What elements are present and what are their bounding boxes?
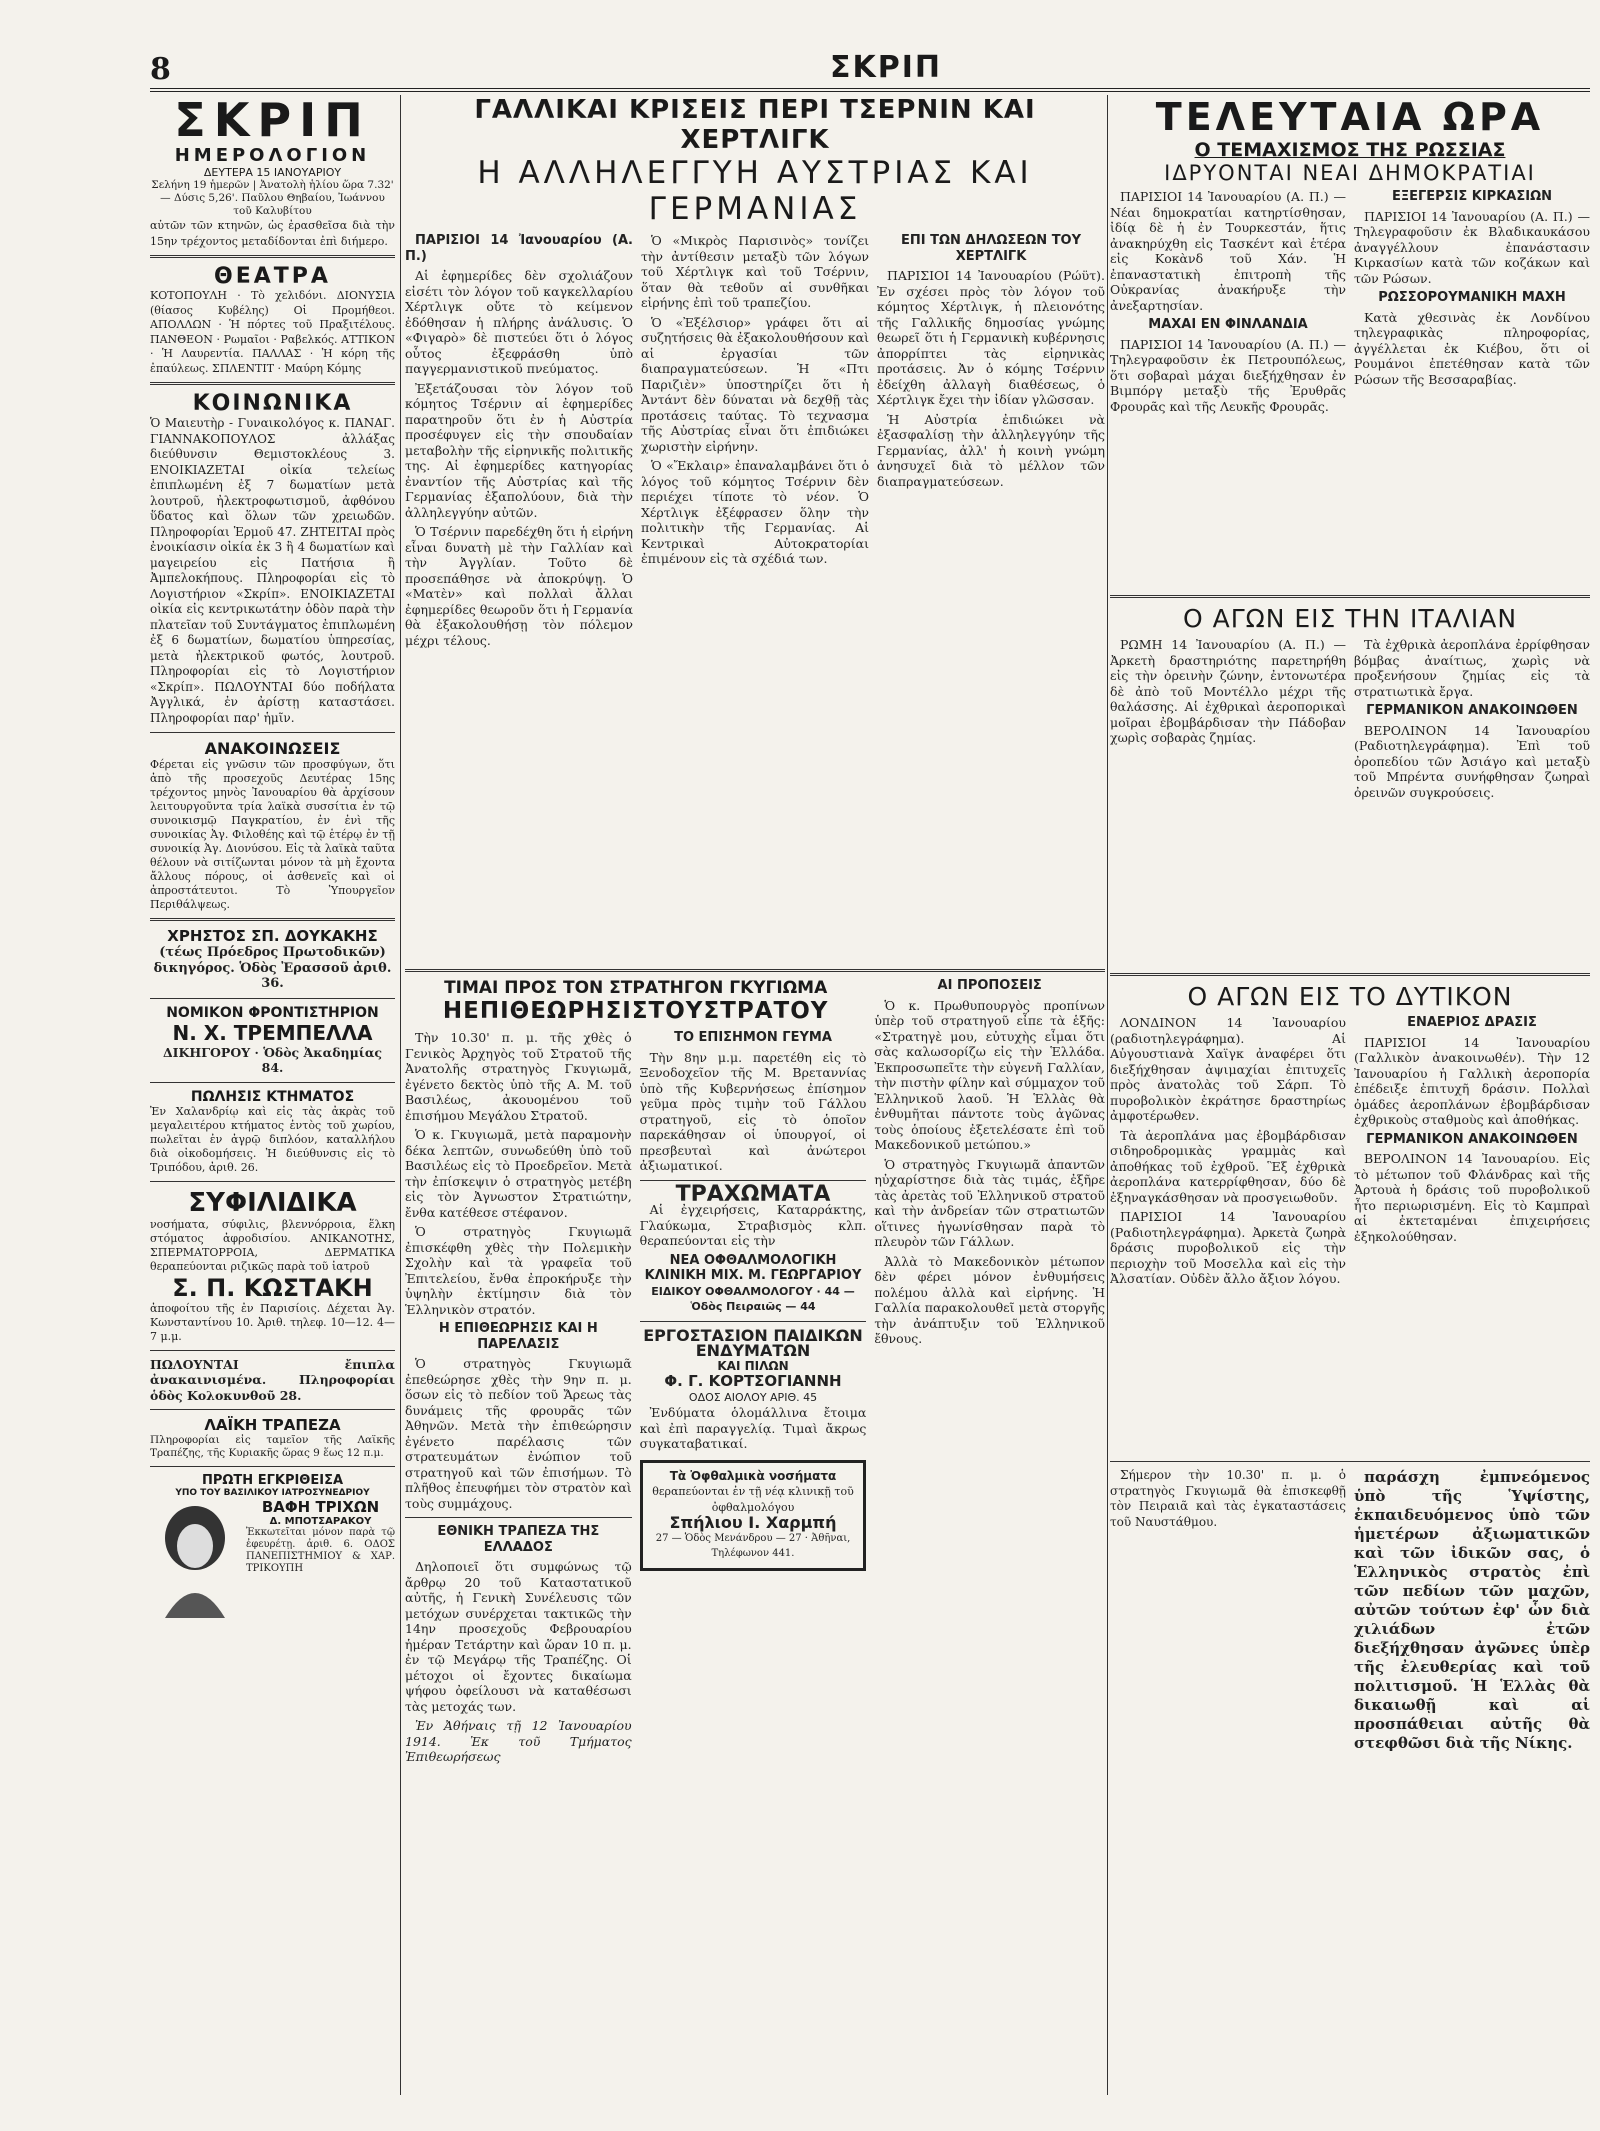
ad-dye-title: ΠΡΩΤΗ ΕΓΚΡΙΘΕΙΣΑ [201,1473,344,1488]
divider [150,1082,395,1083]
theatre-title: ΘΕΑΤΡΑ [214,264,331,289]
divider [405,1517,632,1518]
divider [150,918,395,921]
article-paragraph: Ὁ στρατηγὸς Γκυγιωμᾶ ἐπισκέφθη χθὲς τὴν Πολεμικὴν Σχολὴν καὶ τὰ γραφεῖα τοῦ Ἐπιτελείου, ἔνθα ἐπροκήρυξε τὴν ὑψηλὴν ἐκτίμησιν διὰ τὸν Ἑλληνικὸν στρατόν. [405,1224,632,1317]
divider [150,1466,395,1467]
ad-bank-name: ΛΑΪΚΗ ΤΡΑΠΕΖΑ [204,1416,341,1434]
article2-subheadline: ΗΕΠΙΘΕΩΡΗΣΙΣΤΟΥΣΤΡΑΤΟΥ [442,998,829,1024]
ad-dye-body [150,1498,395,1618]
russia-subheadline2: ΙΔΡΥΟΝΤΑΙ ΝΕΑΙ ΔΗΜΟΚΡΑΤΙΑΙ [1164,161,1536,185]
article-paragraph: ΠΑΡΙΣΙΟΙ 14 Ἰανουαρίου (Ρώϋτ). Ἐν σχέσει πρὸς τὸν λόγον τοῦ κόμητος Χέρτλιγκ, ἡ πλειονότης τῆς Γαλλικῆς δημοσίας γνώμης θεωρεῖ ὅτι ἡ Γερμανικὴ κυβέρνησις ἀπορρίπτει τὰς εἰρηνικὰς προτάσεις. Ἀν ὁ κόμης Τσέρνιν ἐδείχθη ἀλλαγὴ διαθέσεως, ὁ Χέρτλιγκ ἔχει τὴν ἰδίαν γλῶσσαν. [877,268,1105,407]
ad-furniture: ΠΩΛΟΥΝΤΑΙ ἔπιπλα ἀνακαινισμένα. Πληροφορίαι ὁδὸς Κολοκυνθοῦ 28. [150,1356,395,1403]
article-paragraph: ΡΩΜΗ 14 Ἰανουαρίου (Α. Π.) — Ἀρκετὴ δραστηριότης παρετηρήθη εἰς τὴν ὀρεινὴν ζώνην, ἐντονωτέρα δὲ ἀπὸ τοῦ Μοντέλλο μέχρι τῆς θαλάσσης. Αἱ ἐχθρικαὶ ἀεροπορικαὶ μοῖραι ἐβομβάρδισαν τὴν Πάδοβαν χωρὶς σοβαρὰς ζημίας. [1110,637,1346,745]
page-number: 8 [150,52,171,87]
ad-dye-sub: ΥΠΟ ΤΟΥ ΒΑΣΙΛΙΚΟΥ ΙΑΤΡΟΣΥΝΕΔΡΙΟΥ [175,1488,370,1498]
ad-dye-text: Ἐκκωτεῖται μόνον παρὰ τῷ ἐφευρέτῃ. ἀριθ. 6. ΟΔΟΣ ΠΑΝΕΠΙΣΤΗΜΙΟΥ & ΧΑΡ. ΤΡΙΚΟΥΠΗ [246,1527,395,1574]
article-paragraph: ΠΑΡΙΣΙΟΙ 14 Ἰανουαρίου (Ραδιοτηλεγράφημα). Ἀρκετὰ ζωηρὰ δράσις πυροβολικοῦ εἰς τὴν περιοχὴν τοῦ Μοσελλα καὶ εἰς τὴν Ἀλσατίαν. Οὐδὲν ἄλλο ἄξιον λόγου. [1110,1209,1346,1286]
article-paragraph: ΒΕΡΟΛΙΝΟΝ 14 Ἰανουαρίου (Ραδιοτηλεγράφημα). Ἐπὶ τοῦ ὀροπεδίου τῶν Ἀσιάγο καὶ μεταξὺ τοῦ Μπρέντα συνήφθησαν ζωηραὶ ὀρεινῶν συγκρούσεις. [1354,722,1590,800]
article-paragraph: Ἀλλὰ τὸ Μακεδονικὸν μέτωπον δὲν φέρει μόνον ἐνθυμήσεις πολέμου ἀλλὰ καὶ εἰρήνης. Ἡ Γαλλία παρακολουθεῖ μετὰ στοργῆς τὴν ἀνάπτυξιν τοῦ Ἑλληνικοῦ ἔθνους. [874,1253,1105,1346]
article-paragraph: Τὰ ἐχθρικὰ ἀεροπλάνα ἐρρίφθησαν βόμβας ἀναίτιως, χωρὶς νὰ προξενήσουν ζημίας εἰς τὰ στρατιωτικὰ ἔργα. [1354,637,1590,699]
article-paragraph: Σήμερον τὴν 10.30' π. μ. ὁ στρατηγὸς Γκυγιωμᾶ θὰ ἐπισκεφθῇ τὸν Πειραιᾶ καὶ τὰς ἐγκαταστάσεις τοῦ Ναυστάθμου. [1110,1468,1346,1529]
italy-headline: Ο ΑΓΩΝ ΕΙΣ ΤΗΝ ΙΤΑΛΙΑΝ [1182,604,1518,633]
article-paragraph: Ἡ Αὐστρία ἐπιδιώκει νὰ ἐξασφαλίσῃ τὴν ἀλληλεγγύην τῆς Γερμανίας, ἀλλ' ἡ κοινὴ γνώμη ἀνησυχεῖ διὰ τὸ μέλλον τῶν διαπραγματεύσεων. [877,411,1105,489]
article-subhead: ΡΩΣΣΟΡΟΥΜΑΝΙΚΗ ΜΑΧΗ [1378,290,1566,305]
last-hour-headline: ΤΕΛΕΥΤΑΙΑ ΩΡΑ [1155,95,1545,139]
article2-headline: ΤΙΜΑΙ ΠΡΟΣ ΤΟΝ ΣΤΡΑΤΗΓΟΝ ΓΚΥΓΙΩΜΑ [444,978,828,998]
article-paragraph: Ὁ στρατηγὸς Γκυγιωμᾶ ἐπεθεώρησε χθὲς τὴν 9ην π. μ. ὅσων εἰς τὸ πεδίον τοῦ Ἄρεως τὰς δυνάμεις τῆς φρουρᾶς τῶν Ἀθηνῶν. Μετὰ τὴν ἐπιθεώρησιν ἐγένετο παρέλασις τῶν στρατευμάτων ἐνώπιον τοῦ στρατηγοῦ καὶ τῶν ἐπισήμων. Τὸ πλῆθος ἐπευφήμει τὸν στρατὸν καὶ τοὺς συμμάχους. [405,1356,632,1511]
russia-subheadline: Ο ΤΕΜΑΧΙΣΜΟΣ ΤΗΣ ΡΩΣΣΙΑΣ [1194,139,1506,161]
ad-eye-name: Σπήλιου Ι. Χαρμπή [669,1513,837,1532]
divider [150,1181,395,1182]
ad-law-text: ΔΙΚΗΓΟΡΟΥ · Ὁδὸς Ἀκαδημίας 84. [162,1044,383,1075]
article-paragraph: Ὁ κ. Πρωθυπουργὸς προπίνων ὑπὲρ τοῦ στρατηγοῦ εἶπε τὰ ἑξῆς: «Στρατηγὲ μου, εὐτυχὴς εἶμαι ὅτι σὰς καλωσορίζω εἰς τὴν Ἑλλάδα. Ἐκπροσωπεῖτε τὴν εὐγενῆ Γαλλίαν, τὴν πιστὴν φίλην καὶ σύμμαχον τοῦ Ἑλληνικοῦ λαοῦ. Ἡ Ἑλλὰς θὰ ἐνθυμῆται πάντοτε τοὺς ἀγῶνας τοὺς ὁποίους ἐξετελέσατε ἐπὶ τοῦ Μακεδονικοῦ μετώπου.» [874,997,1105,1152]
ad-law-sub: Ν. Χ. ΤΡΕΜΠΕΛΛΑ [172,1020,373,1045]
ad-factory-sub: ΚΑΙ ΠΙΛΩΝ [717,1358,789,1373]
article-paragraph: ΒΕΡΟΛΙΝΟΝ 14 Ἰανουαρίου. Εἰς τὸ μέτωπον τοῦ Φλάνδρας καὶ τῆς Ἀρτουὰ ἡ δράσις τοῦ πυροβολικοῦ ἦτο περιωρισμένη. Εἰς τὸ Καμπραὶ αἱ ἐκτεταμέναι ἐπιχειρήσεις ἐξηκολούθησαν. [1354,1151,1590,1244]
bank-notice-sign: Ἐν Ἀθήναις τῇ 12 Ἰανουαρίου 1914. Ἐκ τοῦ Τμήματος Ἐπιθεωρήσεως [405,1718,632,1764]
ad-syph-text: νοσήματα, σύφιλις, βλεννόρροια, ἕλκη στόματος ἀφροδισίου. ΑΝΙΚΑΝΟΤΗΣ, ΣΠΕΡΜΑΤΟΡΡΟΙΑ, ΔΕΡΜΑΤΙΚΑ θεραπεύονται ριζικῶς παρὰ τοῦ ἰατροῦ [150,1217,395,1273]
divider [150,1350,395,1351]
ad-eye-text: θεραπεύονται ἐν τῇ νέᾳ κλινικῇ τοῦ ὀφθαλμολόγου [652,1485,854,1514]
center-column [405,95,1105,2085]
divider [1110,595,1590,598]
social-text: Ὁ Μαιευτὴρ - Γυναικολόγος κ. ΠΑΝΑΓ. ΓΙΑΝΝΑΚΟΠΟΥΛΟΣ ἀλλάξας διεύθυνσιν Θεμιστοκλέους 3. ΕΝΟΙΚΙΑΖΕΤΑΙ οἰκία τελείως ἐπιπλωμένη ἐξ 7 δωματίων μετὰ λουτροῦ, ἠλεκτροφωτισμοῦ, ἀφθόνου ὕδατος καὶ ὅλων τῶν χρειωδῶν. Πληροφορίαι Ἑρμοῦ 47. ΖΗΤΕΙΤΑΙ πρὸς ἐνοικίασιν οἰκία ἐκ 3 ἢ 4 δωματίων καὶ μαγειρείου εἰς Πατήσια ἢ Ἀμπελοκήπους. Πληροφορίαι εἰς τὸ Λογιστήριον «Σκρίπ». ΕΝΟΙΚΙΑΖΕΤΑΙ οἰκία εἰς κεντρικωτάτην ὁδὸν παρὰ τὴν πλατεῖαν τοῦ Συντάγματος ἐπιπλωμένη ἐξ 6 δωματίων, δωματίου ὑπηρεσίας, μετὰ ἠλεκτρικοῦ φωτός, λουτροῦ. Πληροφορίαι εἰς τὸ Λογιστήριον «Σκρίπ». ΠΩΛΟΥΝΤΑΙ δύο ποδήλατα Ἀγγλικά, ἐν ἀρίστῃ καταστάσει. Πληροφορίαι παρ' ἡμῖν. [150,416,395,725]
left-column [150,95,395,2085]
speech-text: παράσχη ἐμπνεόμενος ὑπὸ τῆς Ὑψίστης, ἐκπαιδευόμενος ὑπὸ τῶν ἡμετέρων ἀξιωματικῶν καὶ τῶν ἰδικῶν σας, ὁ Ἑλληνικὸς στρατὸς ἐπὶ τῶν πεδίων τῶν μαχῶν, αὐτῶν τούτων ἐφ' ὧν διὰ χιλιάδων ἐτῶν διεξήχθησαν ἀγῶνες ὑπὲρ τῆς ἐλευθερίας καὶ τοῦ πολιτισμοῦ. Ἡ Ἑλλὰς θὰ δικαιωθῇ καὶ αἱ προσπάθειαι αὐτῆς θὰ στεφθῶσι διὰ τῆς Νίκης. [1354,1468,1590,1752]
russia-article [1110,189,1590,589]
ad-factory-title: ΕΡΓΟΣΤΑΣΙΟΝ ΠΑΙΔΙΚΩΝ ΕΝΔΥΜΑΤΩΝ [643,1325,863,1360]
article-subhead: ΓΕΡΜΑΝΙΚΟΝ ΑΝΑΚΟΙΝΩΘΕΝ [1366,1131,1578,1147]
article-paragraph: Τὴν 8ην μ.μ. παρετέθη εἰς τὸ Ξενοδοχεῖον τῆς Μ. Βρεταννίας ὑπὸ τῆς Κυβερνήσεως ἐπίσημον γεῦμα πρὸς τιμὴν τοῦ Γάλλου στρατηγοῦ, εἰς τὸ ὁποῖον παρεκάθησαν οἱ ὑπουργοί, οἱ πρεσβευταὶ καὶ ἀνώτεροι ἀξιωματικοί. [639,1049,867,1173]
article-paragraph: ΠΑΡΙΣΙΟΙ 14 Ἰανουαρίου (Γαλλικὸν ἀνακοινωθέν). Τὴν 12 Ἰανουαρίου ἡ Γαλλικὴ ἀεροπορία ἐπέδειξε ἐπιτυχῆ δράσιν. Πολλαὶ ὀμάδες ἀεροπλάνων ἐβομβάρδισαν ἐχθρικοὺς σταθμοὺς καὶ ἀποθήκας. [1354,1034,1590,1127]
ad-doukakis-name: ΧΡΗΣΤΟΣ ΣΠ. ΔΟΥΚΑΚΗΣ [167,927,378,945]
article-paragraph: Ὁ κ. Γκυγιωμᾶ, μετὰ παραμονὴν δέκα λεπτῶν, συνωδεύθη ὑπὸ τοῦ Βασιλέως εἰς τὸ Προεδρεῖον. Μετὰ τὴν ἐπίσκεψιν ὁ στρατηγὸς μετέβη εἰς τὸν Ἀγνωστον Στρατιώτην, ἔνθα κατέθεσε στέφανον. [405,1127,632,1220]
main-article [405,233,1105,963]
bank-notice-text: Δηλοποιεῖ ὅτι συμφώνως τῷ ἄρθρῳ 20 τοῦ Καταστατικοῦ αὐτῆς, ἡ Γενικὴ Συνέλευσις τῶν μετόχων συνέρχεται τακτικῶς τὴν 14ην προσεχοῦς Φεβρουαρίου ἡμέραν Τετάρτην καὶ ὥραν 10 π. μ. ἐν τῷ Μεγάρῳ τῆς Τραπέζης. Οἱ μέτοχοι οἱ ἔχοντες δικαίωμα ψήφου ὀφείλουσι νὰ καταθέσωσι τὰς μετοχάς των. [405,1559,632,1714]
speech-block [1110,1468,1590,1757]
article-subhead: ΕΞΕΓΕΡΣΙΣ ΚΙΡΚΑΣΙΩΝ [1391,189,1552,204]
masthead-title: ΣΚΡΙΠ [830,50,942,85]
main-subheadline: Η ΑΛΛΗΛΕΓΓΥΗ ΑΥΣΤΡΙΑΣ ΚΑΙ ΓΕΡΜΑΝΙΑΣ [477,155,1033,227]
article-paragraph: Τὰ ἀεροπλάνα μας ἐβομβάρδισαν σιδηροδρομικὰς γραμμὰς καὶ ἀποθήκας τοῦ ἐχθροῦ. Ἓξ ἐχθρικὰ ἀεροπλάνα κατερρίφθησαν, δύο δὲ ἐξηναγκάσθησαν νὰ προσγειωθοῦν. [1110,1127,1346,1205]
social-title: ΚΟΙΝΩΝΙΚΑ [192,391,353,416]
ad-factory-text: Ἐνδύματα ὁλομάλλινα ἔτοιμα καὶ ἐπὶ παραγγελίᾳ. Τιμαὶ ἄκρως συγκαταβατικαί. [639,1405,867,1451]
ad-syph-name: ΣΥΦΙΛΙΔΙΚΑ [188,1187,357,1218]
ad-factory-name: Φ. Γ. ΚΟΡΤΣΟΓΙΑΝΝΗ [664,1372,842,1390]
article-subhead: ΕΠΙ ΤΩΝ ΔΗΛΩΣΕΩΝ ΤΟΥ ΧΕΡΤΛΙΓΚ [900,233,1082,264]
italy-article [1110,637,1590,967]
ad-eye-title: Τὰ Ὀφθαλμικὰ νοσήματα [669,1468,837,1483]
ad-bank-text: Πληροφορίαι εἰς ταμεῖον τῆς Λαϊκῆς Τραπέζης, τῆς Κυριακῆς ὥρας 9 ἕως 12 π.μ. [150,1434,395,1459]
article-paragraph: ΠΑΡΙΣΙΟΙ 14 Ἰανουαρίου (Α. Π.) — Τηλεγραφοῦσιν ἐκ Βλαδικαυκάσου ἀναγγέλλουν ἐπανάστασιν Κιρκασίων κατὰ τῶν κοζάκων καὶ τῶν Ρώσων. [1354,208,1590,286]
article-subhead: ΜΑΧΑΙ ΕΝ ΦΙΝΛΑΝΔΙΑ [1148,317,1308,332]
divider [150,732,395,733]
dateline: ΠΑΡΙΣΙΟΙ 14 Ἰανουαρίου (Α. Π.) [405,233,633,264]
announce-title: ΑΝΑΚΟΙΝΩΣΕΙΣ [204,739,341,758]
ad-eye-addr: 27 — Ὁδὸς Μενάνδρου — 27 · Ἀθῆναι, Τηλέφωνον 441. [655,1532,851,1559]
right-column [1110,95,1590,2085]
article-paragraph: Ὁ Τσέρνιν παρεδέχθη ὅτι ἡ εἰρήνη εἶναι δυνατὴ μὲ τὴν Γαλλίαν καὶ τὴν Ἀγγλίαν. Τοῦτο δὲ προσεπάθησε νὰ ἀποκρύψῃ. Ὁ «Ματὲν» καὶ πολλαὶ ἄλλαι ἐφημερίδες θεωροῦν ὅτι ἡ Γερμανία θὰ ἐξακολουθήσῃ τὸν πόλεμον μέχρι τέλους. [405,524,633,648]
article-paragraph: Κατὰ χθεσινὰς ἐκ Λονδίνου τηλεγραφικὰς πληροφορίας, ἀγγέλλεται ἐκ Κιέβου, ὅτι οἱ Ρουμάνοι ἐπετέθησαν κατὰ τῶν Ρώσων τῆς Βεσσαραβίας. [1354,309,1590,387]
paper-title: ΣΚΡΙΠ [174,95,371,147]
article-subhead: ΤΟ ΕΠΙΣΗΜΟΝ ΓΕΥΜΑ [674,1030,832,1045]
article-subhead: Η ΕΠΙΘΕΩΡΗΣΙΣ ΚΑΙ Η ΠΑΡΕΛΑΣΙΣ [438,1321,598,1352]
masthead [150,50,1590,92]
article-paragraph: Τὴν 10.30' π. μ. τῆς χθὲς ὁ Γενικὸς Ἀρχηγὸς τοῦ Στρατοῦ τῆς Ἀνατολῆς στρατηγὸς Γκυγιωμᾶ, ἐγένετο δεκτὸς ὑπὸ τῆς Α. Μ. τοῦ Βασιλέως, ἀκουομένου τοῦ ἐπισήμου Μεγάλου Στρατοῦ. [405,1030,632,1123]
ad-trachoma-clinic: ΝΕΑ ΟΦΘΑΛΜΟΛΟΓΙΚΗ ΚΛΙΝΙΚΗ ΜΙΧ. Μ. ΓΕΩΡΓΑΡΙΟΥ [644,1252,862,1283]
divider [150,998,395,999]
almanac-text: αὐτῶν τῶν κτηνῶν, ὡς ἐρασθεῖσα διὰ τὴν 15ην τρέχοντος μεταδίδονται ἐπὶ διήμερο. [150,219,395,248]
ad-property-text: Ἐν Χαλανδρίῳ καὶ εἰς τὰς ἀκρὰς τοῦ μεγαλειτέρου κτήματος ἐντὸς τοῦ χωρίου, πωλεῖται ἐν ἀγρῷ διπλόον, καταλλήλου διὰ οἰκοδομήσεις. Ἡ διεύθυνσις εἰς τὸ Τριπόδου, ἀριθ. 26. [150,1104,395,1174]
divider [150,1409,395,1410]
divider [640,1321,867,1322]
ad-dye-name: ΒΑΦΗ ΤΡΙΧΩΝ [261,1498,380,1516]
article-paragraph: Ὁ «Ἐξέλσιορ» γράφει ὅτι αἱ συζητήσεις θὰ ἐξακολουθήσουν καὶ αἱ ἐργασίαι τῶν διαπραγματεύσεων. Ἡ «Πτι Παριζιὲν» ὑποστηρίζει ὅτι ἡ Ἀντάντ δὲν δύναται νὰ δεχθῇ τὰς προτάσεις ταύτας. Τὸ τεχνασμα τῆς Αὐστρίας εἶναι ὅτι ἐπιδιώκει χωριστὴν εἰρήνην. [641,314,869,454]
ad-trachoma-title: ΤΡΑΧΩΜΑΤΑ [675,1181,831,1207]
ad-trachoma-text: Αἱ ἐγχειρήσεις, Καταρράκτης, Γλαύκωμα, Στραβισμὸς κλπ. θεραπεύονται εἰς τὴν [639,1202,867,1248]
divider [640,1180,867,1181]
ad-doukakis-text: (τέως Πρόεδρος Πρωτοδικῶν) δικηγόρος. Ὁδὸς Ἐρασσοῦ ἀριθ. 36. [153,945,392,991]
article-subhead: ΑΙ ΠΡΟΠΟΣΕΙΣ [937,978,1042,993]
divider [1110,1461,1590,1462]
almanac: Σελήνη 19 ἡμερῶν | Ἀνατολὴ ἡλίου ὥρα 7.32' — Δύσις 5,26'. Παῦλου Θηβαίου, Ἰωάννου τοῦ Καλυβίτου [151,179,394,217]
section-title: ΗΜΕΡΟΛΟΓΙΟΝ [174,145,371,166]
article-paragraph: Αἱ ἐφημερίδες δὲν σχολιάζουν εἰσέτι τὸν λόγον τοῦ καγκελλαρίου Χέρτλιγκ οὔτε τὸ κείμενον ἐδόθησαν ἡ πλήρης ἀνάλυσις. Ὁ «Φιγαρὸ» δὲ πιστεύει ὅτι ὁ λόγος οὗτος ἐξεφράσθη ὑπὸ παγγερμανιστικοῦ πνεύματος. [405,268,633,376]
west-headline: Ο ΑΓΩΝ ΕΙΣ ΤΟ ΔΥΤΙΚΟΝ [1187,982,1513,1011]
woman-portrait-icon [150,1498,240,1618]
divider [150,255,395,258]
column-rule [1107,95,1108,2095]
article-subhead: ΕΝΑΕΡΙΟΣ ΔΡΑΣΙΣ [1407,1015,1537,1030]
ad-eye-box [640,1460,867,1571]
ad-property-name: ΠΩΛΗΣΙΣ ΚΤΗΜΑΤΟΣ [190,1088,355,1105]
article-paragraph: ΠΑΡΙΣΙΟΙ 14 Ἰανουαρίου (Α. Π.) — Νέαι δημοκρατίαι κατηρτίσθησαν, ἰδίᾳ δὲ ἡ ἐν Τουρκεστάν, ἥτις ἀνακηρύχθη εἰς Τασκέντ καὶ ἑτέρα εἰς Κοκὰνδ τοῦ Χάν. Ἡ ἐπαναστατικὴ ἐπιτροπὴ τῆς Οὐκρανίας ἀνακήρυξε τὴν ἀνεξαρτησίαν. [1110,189,1346,313]
ad-syph-doc-text: ἀποφοίτου τῆς ἐν Παρισίοις. Δέχεται Ἀγ. Κωνσταντίνου 10. Ἀριθ. τηλεφ. 10—12. 4—7 μ.μ. [150,1301,395,1343]
main-headline: ΓΑΛΛΙΚΑΙ ΚΡΙΣΕΙΣ ΠΕΡΙ ΤΣΕΡΝΙΝ ΚΑΙ ΧΕΡΤΛΙΓΚ [474,95,1036,155]
divider [405,969,1105,972]
theatre-text: ΚΟΤΟΠΟΥΛΗ · Τὸ χελιδόνι. ΔΙΟΝΥΣΙΑ (θίασος Κυβέλης) Οἱ Προμήθεοι. ΑΠΟΛΛΩΝ · Ἡ πόρτες τοῦ Πραξιτέλους. ΠΑΝΘΕΟΝ · Ρωμαῖοι · Ραβελκός. ΑΤΤΙΚΟΝ · Ἡ Λαυρεντία. ΠΑΛΛΑΣ · Ἡ κόρη τῆς ἐπαύλεως. ΣΠΛΕΝΤΙΤ · Μαύρη Κόμης [150,289,395,375]
divider [1110,973,1590,976]
article-paragraph: ΛΟΝΔΙΝΟΝ 14 Ἰανουαρίου (ραδιοτηλεγράφημα). Αἱ Αὐγουστιανὰ Χαϊγκ ἀναφέρει ὅτι διεξήχθησαν ἀψιμαχίαι ἐπιτυχεῖς πρὸς ἀνατολὰς τοῦ Σάρπ. Τὸ πυροβολικὸν ἐκράτησε δραστηρίως ἀμφοτέρωθεν. [1110,1015,1346,1123]
ad-syph-doctor: Σ. Π. ΚΩΣΤΑΚΗ [172,1273,373,1302]
article-paragraph: Ὁ «Ἔκλαιρ» ἐπαναλαμβάνει ὅτι ὁ λόγος τοῦ κόμητος Τσέρνιν δὲν περιέχει τίποτε τὸ νέον. Ὁ Χέρτλιγκ ἐξέφρασεν ὅλην τὴν πολιτικὴν τῆς Γερμανίας. Αἱ Κεντρικαὶ Αὐτοκρατορίαι ἐπιμένουν εἰς τὰ σχέδιά των. [641,458,869,566]
article-paragraph: Ὁ «Μικρὸς Παρισινὸς» τονίζει τὴν ἀντίθεσιν μεταξὺ τῶν λόγων τοῦ Χέρτλιγκ καὶ τοῦ Τσέρνιν, ὅταν θὰ τεθοῦν αἱ συνθῆκαι εἰρήνης ἐπὶ τοῦ τραπεζίου. [641,233,869,310]
divider [150,382,395,385]
ad-trachoma-sub: ΕΙΔΙΚΟΥ ΟΦΘΑΛΜΟΛΟΓΟΥ · 44 — Ὁδὸς Πειραιῶς — 44 [651,1284,855,1313]
article-paragraph: Ὁ στρατηγὸς Γκυγιωμᾶ ἀπαντῶν ηὐχαρίστησε διὰ τὰς τιμάς, ἐξῆρε τὰς ἀρετὰς τοῦ Ἑλληνικοῦ στρατοῦ καὶ τὴν ἀνδρείαν τῶν στρατιωτῶν οἵτινες ἠγωνίσθησαν παρὰ τὸ πλευρὸν τῶν Γάλλων. [874,1156,1105,1249]
bank-notice-title: ΕΘΝΙΚΗ ΤΡΑΠΕΖΑ ΤΗΣ ΕΛΛΑΔΟΣ [437,1524,600,1555]
lower-center [405,978,1105,2085]
article-paragraph: ΠΑΡΙΣΙΟΙ 14 Ἰανουαρίου (Α. Π.) — Τηλεγραφοῦσιν ἐκ Πετρουπόλεως, ὅτι σοβαραὶ μάχαι διεξήχθησαν ἐν Βιμπόργ μεταξὺ τῆς Ἐρυθρᾶς Φρουρᾶς καὶ τῆς Λευκῆς Φρουρᾶς. [1110,336,1346,414]
column-rule [400,95,401,2095]
ad-factory-addr: ΟΔΟΣ ΑΙΟΛΟΥ ΑΡΙΘ. 45 [688,1390,818,1404]
date-line: ΔΕΥΤΕΡΑ 15 ΙΑΝΟΥΑΡΙΟΥ [203,166,342,179]
article-subhead: ΓΕΡΜΑΝΙΚΟΝ ΑΝΑΚΟΙΝΩΘΕΝ [1366,703,1578,718]
west-article [1110,1015,1590,1455]
announce-text: Φέρεται εἰς γνῶσιν τῶν προσφύγων, ὅτι ἀπὸ τῆς προσεχοῦς Δευτέρας 15ης τρέχοντος μηνὸς Ἰανουαρίου θὰ ἀρχίσουν λειτουργοῦντα τρία λαϊκὰ συσσίτια ἐν τῷ συνοικισμῷ Παγκρατίου, ἐν ἑνὶ τῆς συνοικίας Ἀγ. Φιλοθέης καὶ τῷ ἑτέρῳ ἐν τῇ συνοικίᾳ Ἀγ. Διονύσου. Εἰς τὰ λαϊκὰ ταῦτα θέλουν νὰ σιτίζωνται μόνον τὰ μὴ ἔχοντα ἄλλους πόρους, οἱ ἀσθενεῖς καὶ οἱ ἀπροστάτευτοι. Τὸ Ὑπουργεῖον Περιθάλψεως. [150,758,395,911]
article-paragraph: Ἐξετάζουσαι τὸν λόγον τοῦ κόμητος Τσέρνιν αἱ ἐφημερίδες παρατηροῦν ὅτι ἐν ἡ Αὐστρία προσέφυγεν εἰς τὴν σπουδαίαν μεταβολὴν τῆς εἰρηνικῆς πολιτικῆς της. Αἱ ἐφημερίδες κατηγορίας ἐναντίον τῆς Αὐστρίας καὶ τῆς Γερμανίας ἐξαπολύουν, διὰ τὴν ἀλληλεγγύην αὐτῶν. [405,380,633,520]
ad-law-name: ΝΟΜΙΚΟΝ ΦΡΟΝΤΙΣΤΗΡΙΟΝ [166,1004,379,1021]
ad-dye-maker: Δ. ΜΠΟΤΣΑΡΑΚΟΥ [269,1516,372,1527]
